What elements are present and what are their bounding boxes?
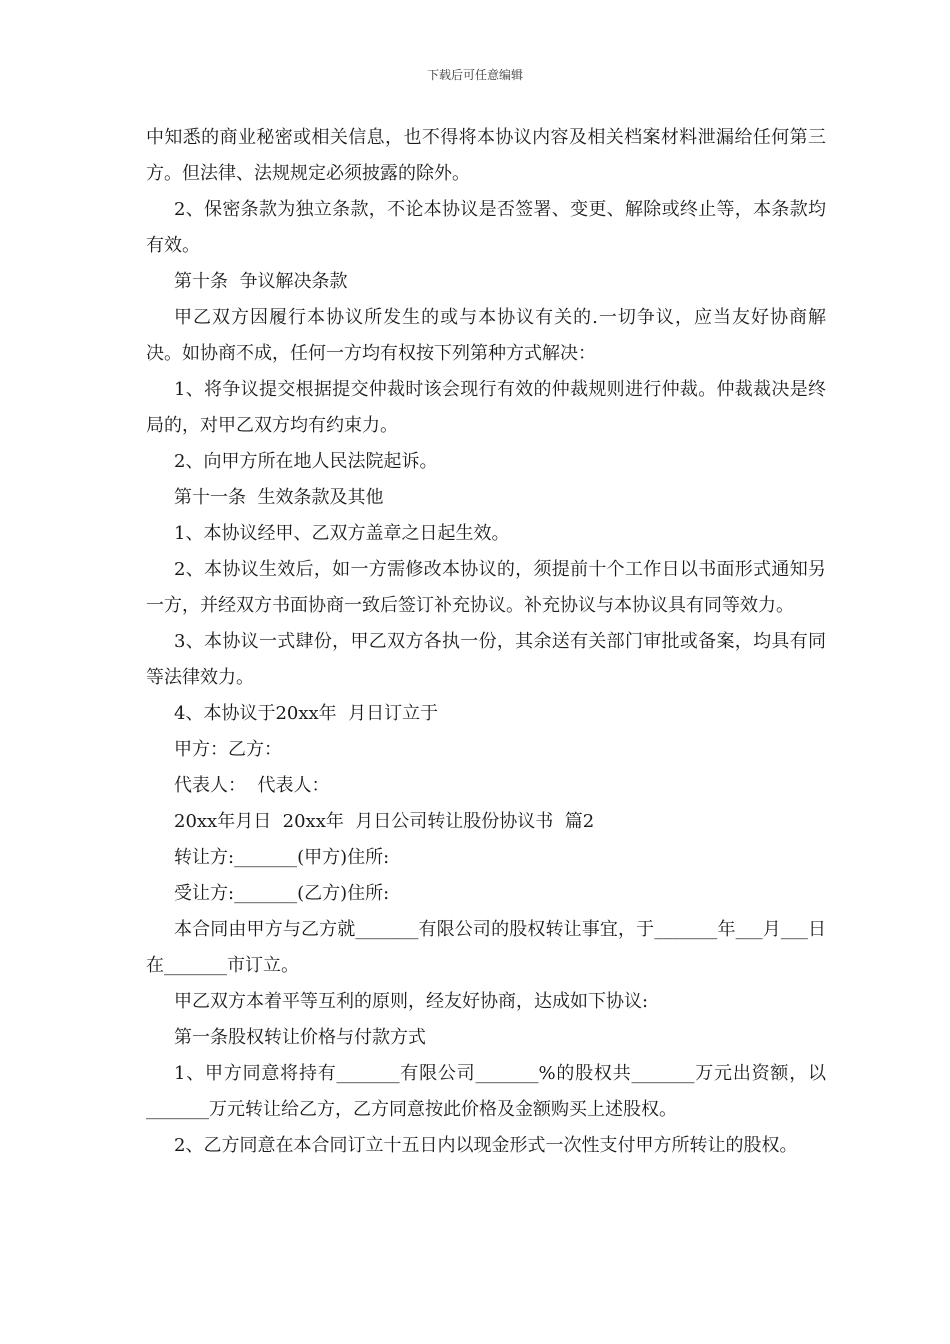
date-title-line: 20xx年月日 20xx年 月日公司转让股份协议书 篇2 (174, 811, 595, 832)
party-line: 受让方:_______(乙方)住所: (174, 883, 390, 904)
paragraph: 甲乙双方本着平等互利的原则，经友好协商，达成如下协议: (174, 991, 649, 1012)
section-heading: 第十一条 生效条款及其他 (174, 487, 384, 508)
paragraph: 1、本协议经甲、乙双方盖章之日起生效。 (174, 523, 510, 544)
paragraph: 4、本协议于20xx年 月日订立于 (174, 703, 439, 724)
paragraph: 甲乙双方因履行本协议所发生的或与本协议有关的.一切争议，应当友好协商解决。如协商不成，任何一方均有权按下列第种方式解决： (146, 307, 826, 364)
header-note: 下载后可任意编辑 (426, 68, 523, 82)
paragraph: 1、将争议提交根据提交仲裁时该会现行有效的仲裁规则进行仲裁。仲裁裁决是终局的，对甲乙双方均有约束力。 (146, 379, 826, 436)
paragraph: 中知悉的商业秘密或相关信息，也不得将本协议内容及相关档案材料泄漏给任何第三方。但法律、法规规定必须披露的除外。 (146, 127, 826, 184)
document-body (146, 120, 826, 1164)
paragraph: 本合同由甲方与乙方就_______有限公司的股权转让事宜，于_______年___月___日在_______市订立。 (146, 919, 826, 976)
paragraph: 2、乙方同意在本合同订立十五日内以现金形式一次性支付甲方所转让的股权。 (174, 1135, 798, 1156)
signature-line: 甲方：乙方： (174, 739, 282, 760)
section-heading: 第一条股权转让价格与付款方式 (174, 1027, 426, 1048)
party-line: 转让方:_______(甲方)住所: (174, 847, 390, 868)
section-heading: 第十条 争议解决条款 (174, 271, 348, 292)
paragraph: 2、向甲方所在地人民法院起诉。 (174, 451, 438, 472)
paragraph: 3、本协议一式肆份，甲乙双方各执一份，其余送有关部门审批或备案，均具有同等法律效力。 (146, 631, 826, 688)
paragraph: 1、甲方同意将持有_______有限公司_______%的股权共_______万元出资额，以_______万元转让给乙方，乙方同意按此价格及金额购买上述股权。 (146, 1063, 826, 1120)
signature-line: 代表人： 代表人： (174, 775, 330, 796)
paragraph: 2、保密条款为独立条款，不论本协议是否签署、变更、解除或终止等，本条款均有效。 (146, 199, 826, 256)
paragraph: 2、本协议生效后，如一方需修改本协议的，须提前十个工作日以书面形式通知另一方，并经双方书面协商一致后签订补充协议。补充协议与本协议具有同等效力。 (146, 559, 826, 616)
